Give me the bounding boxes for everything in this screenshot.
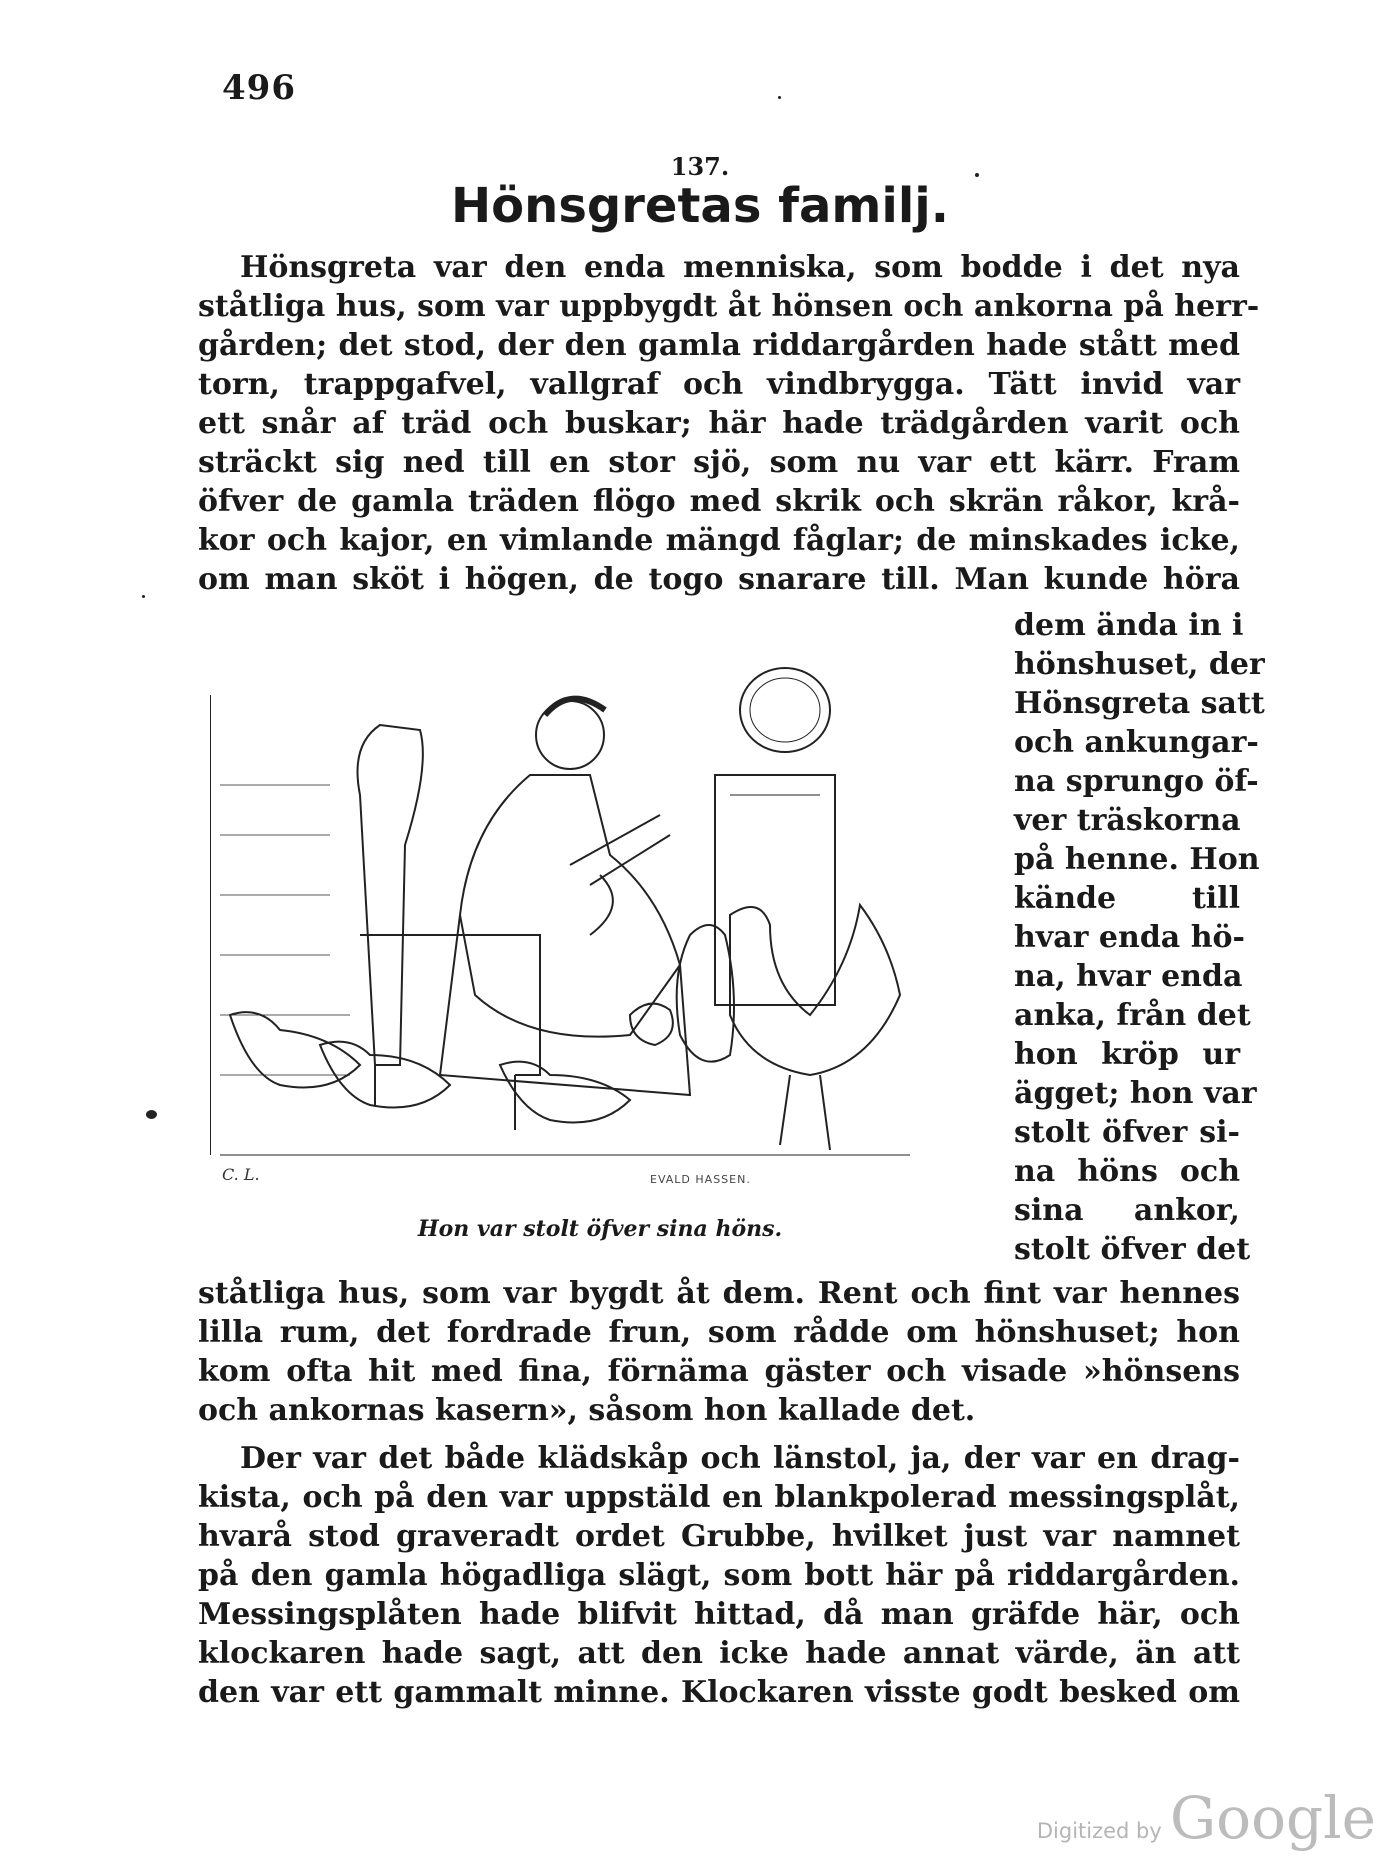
text-line: sträckt sig ned till en stor sjö, som nu var ett kärr. Fram <box>198 445 1240 480</box>
illustration-caption: Hon var stolt öfver sina höns. <box>417 1216 783 1242</box>
illustrator-signature-right: EVALD HASSEN. <box>650 1173 751 1186</box>
text-line: Der var det både klädskåp och länstol, ja, der var en drag- <box>240 1441 1240 1476</box>
text-line: kom ofta hit med fina, förnäma gäster och visade »hönsens <box>198 1354 1240 1389</box>
ink-blot <box>146 1110 157 1119</box>
side-text-line: anka, från det <box>1014 998 1251 1033</box>
text-line: på den gamla högadliga slägt, som bott här på riddargården. <box>198 1558 1240 1593</box>
side-text-line: hvar enda hö- <box>1014 920 1245 955</box>
digitized-label: Digitized by <box>1036 1819 1162 1843</box>
side-text-line: hon kröp ur <box>1014 1037 1240 1072</box>
illustration-woman-with-poultry <box>210 635 990 1190</box>
text-line: ståtliga hus, som var uppbygdt åt hönsen och ankorna på herr- <box>198 289 1260 324</box>
text-line: kor och kajor, en vimlande mängd fåglar; de minskades icke, <box>198 523 1240 558</box>
text-line: om man sköt i högen, de togo snarare till. Man kunde höra <box>198 562 1240 597</box>
text-line: kista, och på den var uppstäld en blankpolerad messingsplåt, <box>198 1480 1240 1515</box>
page-number: 496 <box>222 68 296 108</box>
digitized-by-google-watermark <box>1037 1784 1376 1852</box>
side-text-line: hönshuset, der <box>1014 647 1265 682</box>
side-text-line: ver träskorna <box>1014 803 1241 838</box>
text-line: ett snår af träd och buskar; här hade trädgården varit och <box>198 406 1240 441</box>
side-text-line: sina ankor, <box>1014 1193 1240 1228</box>
side-text-line: Hönsgreta satt <box>1014 686 1265 721</box>
print-speck <box>975 173 979 177</box>
text-line: klockaren hade sagt, att den icke hade annat värde, än att <box>198 1636 1240 1671</box>
side-text-line: ägget; hon var <box>1014 1076 1257 1111</box>
text-line: ståtliga hus, som var bygdt åt dem. Rent och fint var hennes <box>198 1276 1240 1311</box>
text-line: gården; det stod, der den gamla riddargården hade stått med <box>198 328 1240 363</box>
side-text-line: kände till <box>1014 881 1240 916</box>
print-speck <box>778 96 781 99</box>
side-text-line: stolt öfver det <box>1014 1232 1251 1267</box>
google-wordmark: Google <box>1169 1784 1376 1852</box>
illustrator-signature-left: C. L. <box>222 1165 260 1184</box>
side-text-line: na sprungo öf- <box>1014 764 1259 799</box>
text-line: öfver de gamla träden flögo med skrik och skrän råkor, krå- <box>198 484 1240 519</box>
text-line: och ankornas kasern», såsom hon kallade det. <box>198 1393 976 1428</box>
side-text-line: na höns och <box>1014 1154 1240 1189</box>
text-line: den var ett gammalt minne. Klockaren visste godt besked om <box>198 1675 1240 1710</box>
text-line: lilla rum, det fordrade frun, som rådde om hönshuset; hon <box>198 1315 1240 1350</box>
chapter-number: 137. <box>670 152 730 181</box>
text-line: torn, trappgafvel, vallgraf och vindbrygga. Tätt invid var <box>198 367 1240 402</box>
side-text-line: och ankungar- <box>1014 725 1259 760</box>
chapter-title: Hönsgretas familj. <box>451 178 949 234</box>
text-line: Hönsgreta var den enda menniska, som bodde i det nya <box>240 250 1240 285</box>
text-line: hvarå stod graveradt ordet Grubbe, hvilket just var namnet <box>198 1519 1240 1554</box>
side-text-line: på henne. Hon <box>1014 842 1260 877</box>
side-text-line: na, hvar enda <box>1014 959 1243 994</box>
side-text-line: dem ända in i <box>1014 608 1244 643</box>
text-line: Messingsplåten hade blifvit hittad, då man gräfde här, och <box>198 1597 1240 1632</box>
print-speck <box>142 595 145 598</box>
side-text-line: stolt öfver si- <box>1014 1115 1240 1150</box>
